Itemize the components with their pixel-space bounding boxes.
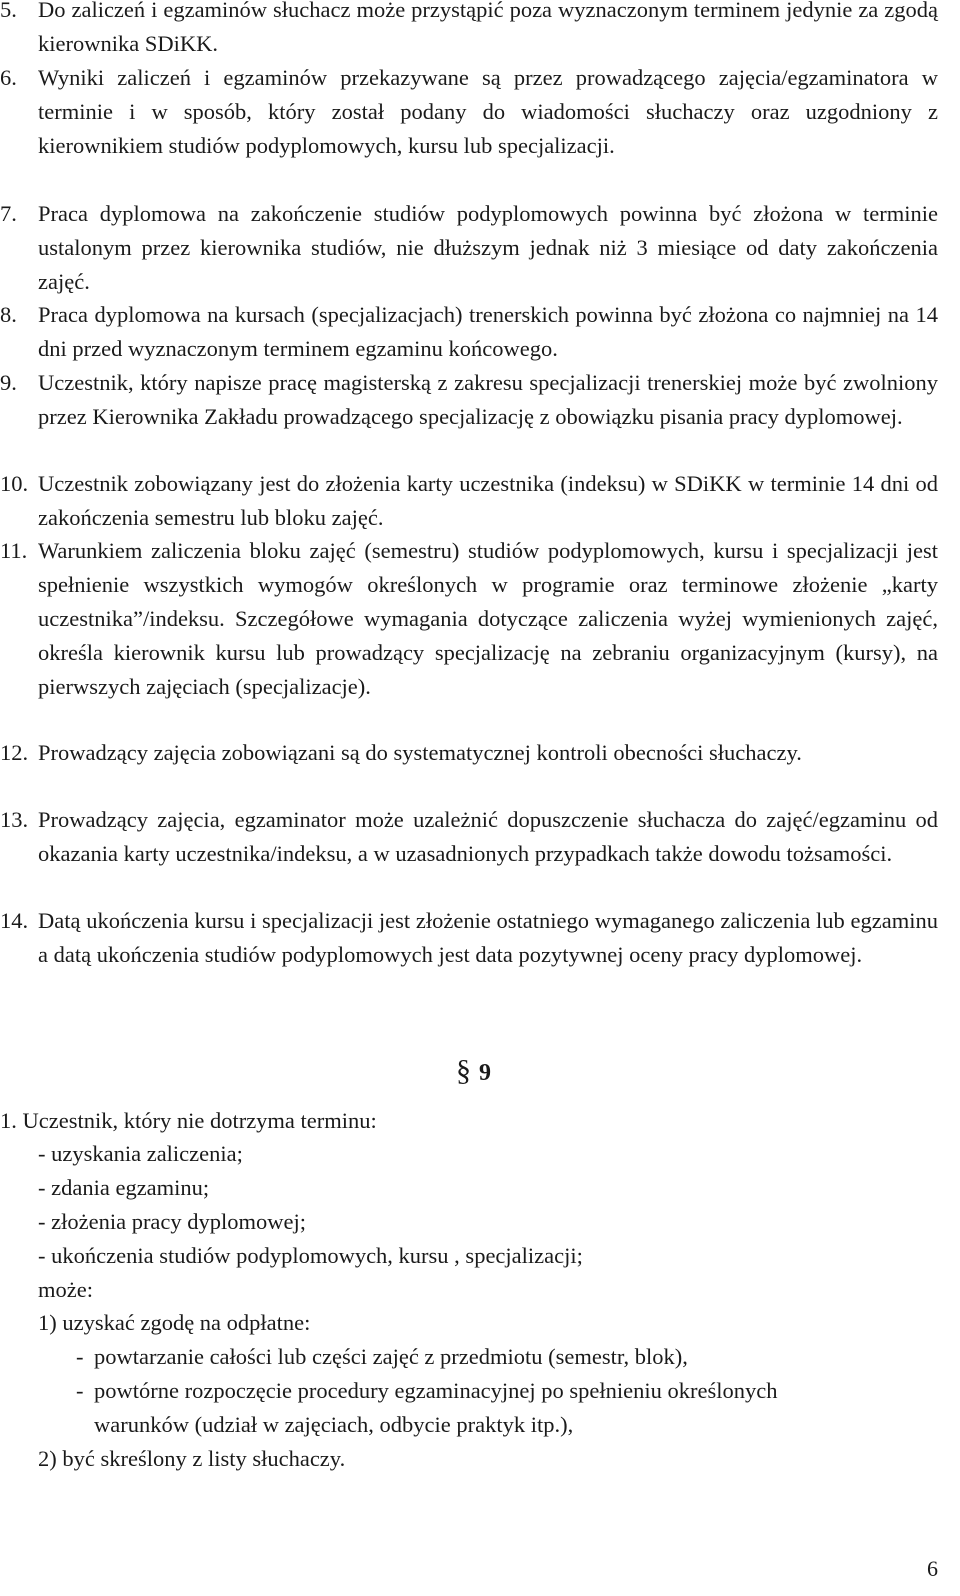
item-number: 7. bbox=[0, 201, 17, 226]
item-text: Praca dyplomowa na zakończenie studiów podyplomowych powinna być złożona w terminie ustalonym przez kierownika studiów, nie dłuższym jednak niż 3 miesiące od daty zakończenia zajęć. bbox=[38, 201, 938, 294]
sub-item-text: powtarzanie całości lub części zajęć z przedmiotu (semestr, blok), bbox=[94, 1344, 688, 1369]
list-line: - zdania egzaminu; bbox=[38, 1175, 210, 1200]
item-number: 14. bbox=[0, 908, 29, 933]
clause-intro: 1. Uczestnik, który nie dotrzyma terminu: bbox=[0, 1108, 377, 1133]
dash: - bbox=[76, 1378, 84, 1403]
item-text: Prowadzący zajęcia, egzaminator może uzależnić dopuszczenie słuchacza do zajęć/egzaminu od okazania karty uczestnika/indeksu, a w uzasadnionych przypadkach także dowodu tożsamości. bbox=[38, 807, 938, 866]
item-number: 9. bbox=[0, 370, 17, 395]
sub-item bbox=[76, 1374, 778, 1408]
section-heading bbox=[456, 1054, 491, 1088]
item-text: Prowadzący zajęcia zobowiązani są do systematycznej kontroli obecności słuchaczy. bbox=[38, 740, 802, 765]
list-line: - uzyskania zaliczenia; bbox=[38, 1141, 243, 1166]
option-1: 1) uzyskać zgodę na odpłatne: bbox=[38, 1310, 311, 1335]
item-text: Uczestnik, który napisze pracę magisterską z zakresu specjalizacji trenerskiej może być zwolniony przez Kierownika Zakładu prowadzącego specjalizację z obowiązku pisania pracy dyplomowej. bbox=[38, 370, 938, 429]
item-text: Do zaliczeń i egzaminów słuchacz może przystąpić poza wyznaczonym terminem jedynie za zgodą kierownika SDiKK. bbox=[38, 0, 938, 56]
item-number: 8. bbox=[0, 302, 17, 327]
item-number: 5. bbox=[0, 0, 17, 22]
item-text: Wyniki zaliczeń i egzaminów przekazywane są przez prowadzącego zajęcia/egzaminatora w terminie i w sposób, który został podany do wiadomości słuchaczy oraz uzgodniony z kierownikiem studiów podyplomowych, kursu lub specjalizacji. bbox=[38, 65, 938, 158]
item-number: 6. bbox=[0, 65, 17, 90]
item-number: 13. bbox=[0, 807, 29, 832]
sub-item-continuation: warunków (udział w zajęciach, odbycie praktyk itp.), bbox=[94, 1412, 574, 1437]
sub-item-text: powtórne rozpoczęcie procedury egzaminacyjnej po spełnieniu określonych bbox=[94, 1378, 778, 1403]
section-mark: § bbox=[456, 1054, 471, 1087]
item-number: 12. bbox=[0, 740, 29, 765]
moze-line: może: bbox=[38, 1277, 93, 1302]
list-line: - złożenia pracy dyplomowej; bbox=[38, 1209, 307, 1234]
page-number: 6 bbox=[927, 1556, 938, 1581]
item-number: 11. bbox=[0, 538, 28, 563]
sub-item bbox=[76, 1340, 688, 1374]
dash: - bbox=[76, 1344, 84, 1369]
option-2: 2) być skreślony z listy słuchaczy. bbox=[38, 1446, 346, 1471]
item-text: Uczestnik zobowiązany jest do złożenia karty uczestnika (indeksu) w SDiKK w terminie 14 dni od zakończenia semestru lub bloku zajęć. bbox=[38, 471, 938, 530]
item-text: Praca dyplomowa na kursach (specjalizacjach) trenerskich powinna być złożona co najmniej na 14 dni przed wyznaczonym terminem egzaminu końcowego. bbox=[38, 302, 938, 361]
item-text: Warunkiem zaliczenia bloku zajęć (semestru) studiów podyplomowych, kursu i specjalizacji jest spełnienie wszystkich wymogów określonych w programie oraz terminowe złożenie „karty uczestnika”/indeksu. Szczegółowe wymagania dotyczące zaliczenia wyżej wymienionych zajęć, określa kierownik kursu lub prowadzący specjalizację na zebraniu organizacyjnym (kursy), na pierwszych zajęciach (specjalizacje). bbox=[38, 538, 938, 699]
list-line: - ukończenia studiów podyplomowych, kursu , specjalizacji; bbox=[38, 1243, 583, 1268]
item-number: 10. bbox=[0, 471, 29, 496]
item-text: Datą ukończenia kursu i specjalizacji jest złożenie ostatniego wymaganego zaliczenia lub egzaminu a datą ukończenia studiów podyplomowych jest data pozytywnej oceny pracy dyplomowej. bbox=[38, 908, 938, 967]
section-number: 9 bbox=[479, 1060, 491, 1086]
